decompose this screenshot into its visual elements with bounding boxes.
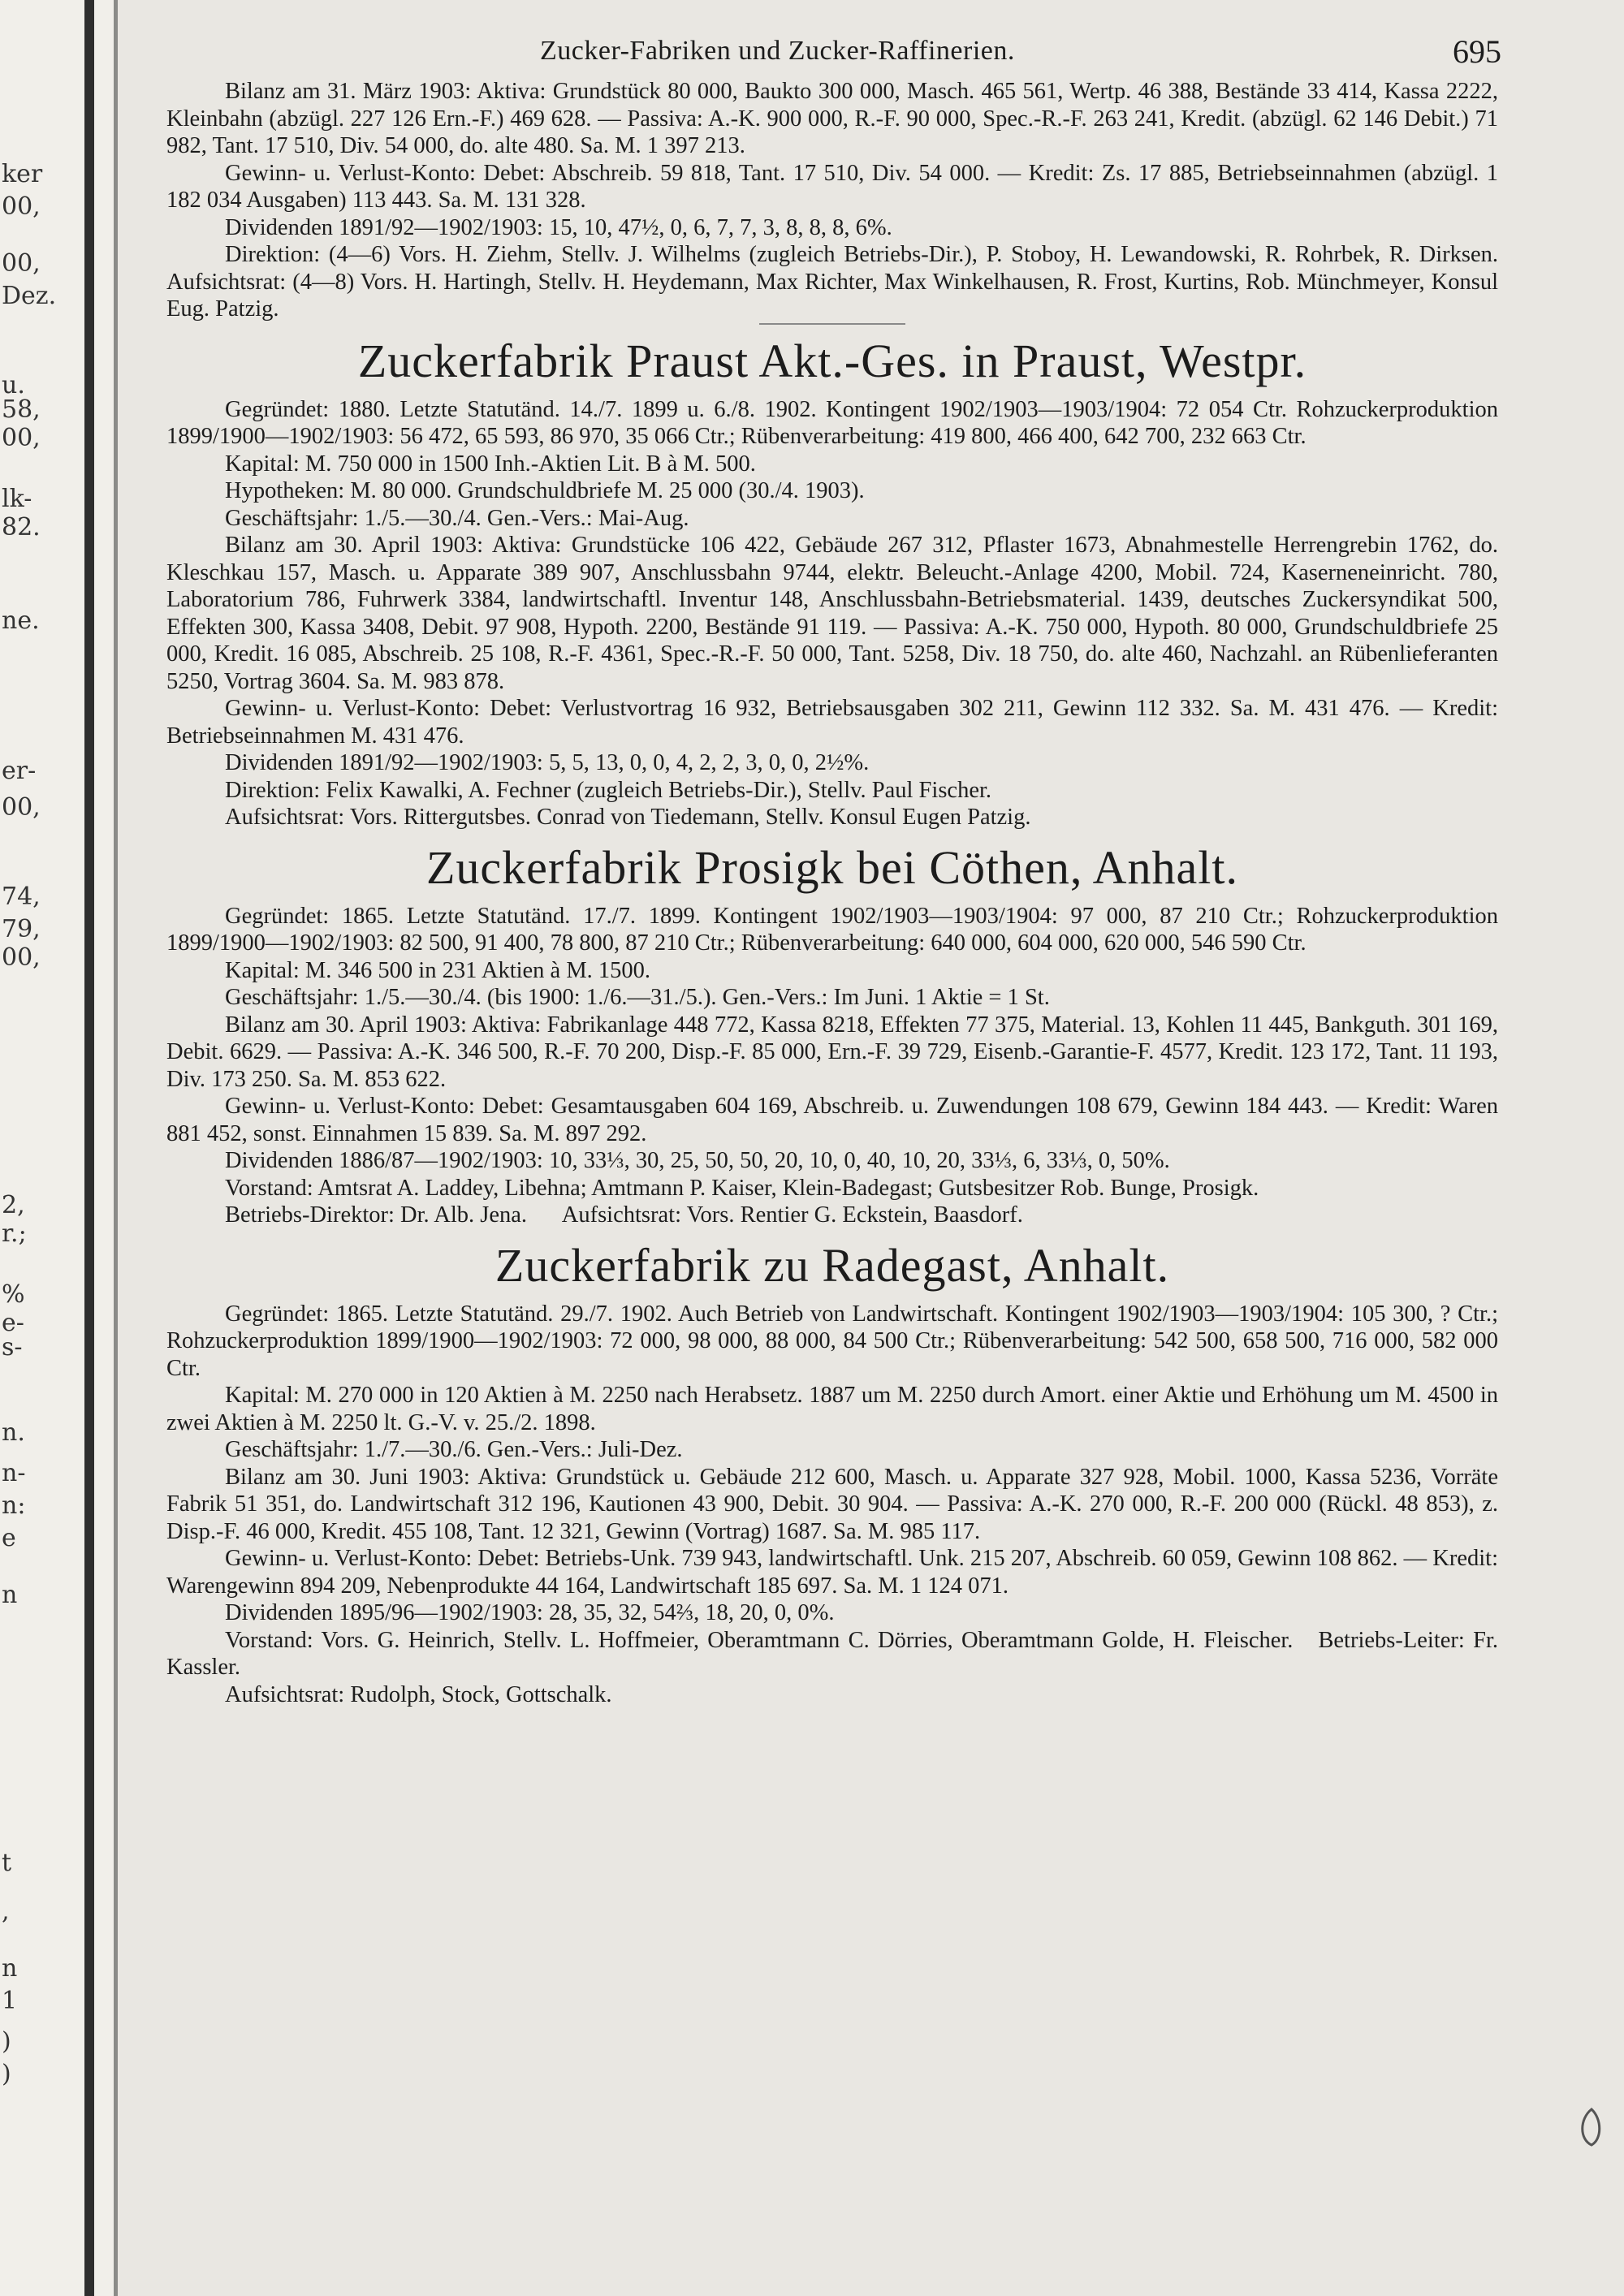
founded: Gegründet: 1880. Letzte Statutänd. 14./7. 1899 u. 6./8. 1902. Kontingent 1902/1903—1903/1904: 72 054 Ctr. Rohzuckerproduktion 1899/1900—1902/1903: 56 472, 65 593, 86 970, 35 066 Ctr.; Rübenverarbeitung: 419 800, 466 400, 642 700, 232 663 Ctr. bbox=[166, 396, 1498, 449]
company-title: Zuckerfabrik zu Radegast, Anhalt. bbox=[495, 1238, 1170, 1292]
left-margin-gutter bbox=[0, 0, 118, 2296]
capital: Kapital: M. 346 500 in 231 Aktien à M. 1500. bbox=[225, 957, 651, 983]
operating-director: Betriebs-Direktor: Dr. Alb. Jena. bbox=[225, 1202, 528, 1228]
margin-bleed-fragment: 82. bbox=[2, 513, 41, 542]
margin-bleed-fragment: 00, bbox=[2, 192, 41, 221]
board-and-manager bbox=[166, 1627, 1498, 1681]
page-number: 695 bbox=[1453, 33, 1501, 70]
profit-loss: Gewinn- u. Verlust-Konto: Debet: Gesamtausgaben 604 169, Abschreib. u. Zuwendungen 108 679, Gewinn 184 443. — Kredit: Waren 881 452, sonst. Einnahmen 15 839. Sa. M. 897 292. bbox=[166, 1094, 1498, 1146]
margin-bleed-fragment: n bbox=[2, 1954, 18, 1983]
margin-bleed-fragment: n- bbox=[2, 1459, 26, 1487]
header-title: Zucker-Fabriken und Zucker-Raffinerien. bbox=[540, 36, 1015, 66]
profit-loss: Gewinn- u. Verlust-Konto: Debet: Abschreib. 59 818, Tant. 17 510, Div. 54 000. — Kredit: Zs. 17 885, Betriebseinnahmen (abzügl. 1 182 034 Ausgaben) 113 443. Sa. M. 131 328. bbox=[166, 160, 1498, 213]
founded: Gegründet: 1865. Letzte Statutänd. 29./7. 1902. Auch Betrieb von Landwirtschaft. Kontingent 1902/1903—1903/1904: 105 300, ? Ctr.; Rohzuckerproduktion 1899/1900—1902/1903: 72 000, 98 000, 88 000, 84 500 Ctr.; Rübenverarbeitung: 542 500, 658 500, 716 000, 582 000 Ctr. bbox=[166, 1301, 1498, 1381]
section-divider bbox=[759, 323, 905, 325]
margin-bleed-fragment: ker bbox=[2, 160, 43, 188]
entry-previous-company bbox=[166, 78, 1498, 323]
margin-bleed-fragment: ) bbox=[2, 2060, 11, 2088]
dividends: Dividenden 1895/96—1902/1903: 28, 35, 32, 54⅔, 18, 20, 0, 0%. bbox=[225, 1600, 835, 1625]
management: Direktion: (4—6) Vors. H. Ziehm, Stellv. J. Wilhelms (zugleich Betriebs-Dir.), P. Stoboy, H. Lewandowski, R. Rohrbek, R. Dirksen. Aufsichtsrat: (4—8) Vors. H. Hartingh, Stellv. H. Heydemann, Max Richter, Max Winkelhausen, R. Frost, Kurtins, Rob. Münchmeyer, Konsul Eug. Patzig. bbox=[166, 242, 1498, 322]
margin-bleed-fragment: ) bbox=[2, 2027, 11, 2056]
entry-praust bbox=[166, 333, 1498, 831]
board: Vorstand: Amtsrat A. Laddey, Libehna; Amtmann P. Kaiser, Klein-Badegast; Gutsbesitzer Rob. Bunge, Prosigk. bbox=[225, 1175, 1259, 1201]
running-header bbox=[166, 0, 1501, 78]
margin-bleed-fragment: lk- bbox=[2, 485, 32, 513]
margin-bleed-fragment: 79, bbox=[2, 915, 41, 943]
margin-bleed-fragment: ne. bbox=[2, 606, 40, 635]
balance-sheet: Bilanz am 30. Juni 1903: Aktiva: Grundstück u. Gebäude 212 600, Masch. u. Apparate 327 928, Mobil. 1000, Kassa 5236, Vorräte Fabrik 51 351, do. Landwirtschaft 312 196, Kautionen 43 900, Debit. 30 904. — Passiva: A.-K. 270 000, R.-F. 200 000 (Rückl. 48 853), z. Disp.-F. 46 000, Kredit. 455 108, Tant. 12 321, Gewinn (Vortrag) 1687. Sa. M. 985 117. bbox=[166, 1464, 1498, 1544]
dividends: Dividenden 1886/87—1902/1903: 10, 33⅓, 30, 25, 50, 50, 20, 10, 0, 40, 10, 20, 33⅓, 6, 33⅓, 0, 50%. bbox=[225, 1148, 1170, 1173]
corner-scan-artifact bbox=[1571, 2103, 1612, 2151]
margin-bleed-fragment: 74, bbox=[2, 883, 41, 911]
margin-bleed-fragment: e bbox=[2, 1524, 16, 1552]
margin-bleed-fragment: u. bbox=[2, 371, 25, 399]
margin-bleed-fragment: e- bbox=[2, 1309, 24, 1337]
operating-manager: Betriebs-Leiter: Fr. Kassler. bbox=[166, 1627, 1499, 1680]
page-edge bbox=[114, 0, 118, 2296]
margin-bleed-fragment: n bbox=[2, 1581, 18, 1609]
margin-bleed-fragment: 00, bbox=[2, 424, 41, 452]
margin-bleed-fragment: Dez. bbox=[2, 282, 57, 310]
fiscal-year: Geschäftsjahr: 1./5.—30./4. (bis 1900: 1./6.—31./5.). Gen.-Vers.: Im Juni. 1 Aktie = 1 St. bbox=[225, 985, 1050, 1010]
margin-bleed-fragment: er- bbox=[2, 757, 37, 785]
document-page bbox=[166, 0, 1501, 1708]
company-title: Zuckerfabrik Prosigk bei Cöthen, Anhalt. bbox=[425, 840, 1239, 894]
supervisory-board: Aufsichtsrat: Rudolph, Stock, Gottschalk. bbox=[225, 1681, 612, 1707]
margin-bleed-fragment: n: bbox=[2, 1491, 26, 1520]
capital: Kapital: M. 750 000 in 1500 Inh.-Aktien Lit. B à M. 500. bbox=[225, 451, 756, 477]
mortgages: Hypotheken: M. 80 000. Grundschuldbriefe M. 25 000 (30./4. 1903). bbox=[225, 478, 865, 503]
capital: Kapital: M. 270 000 in 120 Aktien à M. 2250 nach Herabsetz. 1887 um M. 2250 durch Amort. einer Aktie und Erhöhung um M. 4500 in zwei Aktien à M. 2250 lt. G.-V. v. 25./2. 1898. bbox=[166, 1383, 1498, 1435]
balance-sheet: Bilanz am 30. April 1903: Aktiva: Grundstücke 106 422, Gebäude 267 312, Pflaster 1673, Abnahmestelle Herrengrebin 1762, do. Kleschkau 157, Masch. u. Apparate 389 907, Anschlussbahn 9744, elektr. Beleucht.-Anlage 4200, Mobil. 724, Kaserneneinricht. 780, Laboratorium 786, Fuhrwerk 3384, landwirtschaftl. Inventur 148, Anschlussbahn-Betriebsmaterial. 1439, deutsches Zuckersyndikat 500, Effekten 300, Kassa 3408, Debit. 97 908, Hypoth. 2200, Bestände 91 119. — Passiva: A.-K. 750 000, Hypoth. 80 000, Grundschuldbriefe 25 000, Kredit. 16 085, Abschreib. 25 108, R.-F. 4361, Spec.-R.-F. 50 000, Tant. 5258, Div. 18 750, do. alte 460, Nachzahl. an Rübenlieferanten 5250, Vortrag 3604. Sa. M. 983 878. bbox=[166, 533, 1498, 694]
fiscal-year: Geschäftsjahr: 1./7.—30./6. Gen.-Vers.: Juli-Dez. bbox=[225, 1437, 683, 1462]
margin-bleed-fragment: 00, bbox=[2, 943, 41, 972]
dividends: Dividenden 1891/92—1902/1903: 15, 10, 47½, 0, 6, 7, 7, 3, 8, 8, 8, 6%. bbox=[225, 214, 892, 240]
entry-prosigk bbox=[166, 839, 1498, 1229]
margin-bleed-fragment: , bbox=[2, 1897, 10, 1926]
binding-shadow bbox=[84, 0, 94, 2296]
management: Direktion: Felix Kawalki, A. Fechner (zugleich Betriebs-Dir.), Stellv. Paul Fischer. bbox=[225, 777, 992, 803]
supervisory-board: Aufsichtsrat: Vors. Rittergutsbes. Conrad von Tiedemann, Stellv. Konsul Eugen Patzig. bbox=[225, 805, 1031, 830]
margin-bleed-fragment: n. bbox=[2, 1418, 25, 1447]
balance-sheet: Bilanz am 31. März 1903: Aktiva: Grundstück 80 000, Baukto 300 000, Masch. 465 561, Wertp. 46 388, Bestände 33 414, Kassa 2222, Kleinbahn (abzügl. 227 126 Ern.-F.) 469 628. — Passiva: A.-K. 900 000, R.-F. 90 000, Spec.-R.-F. 263 241, Kredit. (abzügl. 62 146 Debit.) 71 982, Tant. 17 510, Div. 54 000, do. alte 480. Sa. M. 1 397 213. bbox=[166, 79, 1498, 158]
dividends: Dividenden 1891/92—1902/1903: 5, 5, 13, 0, 0, 4, 2, 2, 3, 0, 0, 2½%. bbox=[225, 750, 870, 775]
profit-loss: Gewinn- u. Verlust-Konto: Debet: Verlustvortrag 16 932, Betriebsausgaben 302 211, Gewinn 112 332. Sa. M. 431 476. — Kredit: Betriebseinnahmen M. 431 476. bbox=[166, 696, 1498, 749]
margin-bleed-fragment: r.; bbox=[2, 1219, 27, 1248]
profit-loss: Gewinn- u. Verlust-Konto: Debet: Betriebs-Unk. 739 943, landwirtschaftl. Unk. 215 207, Abschreib. 60 059, Gewinn 108 862. — Kredit: Warengewinn 894 209, Nebenprodukte 44 164, Landwirtschaft 185 697. Sa. M. 1 124 071. bbox=[166, 1546, 1498, 1599]
entry-radegast bbox=[166, 1237, 1498, 1709]
board: Vorstand: Vors. G. Heinrich, Stellv. L. Hoffmeier, Oberamtmann C. Dörries, Oberamtmann Golde, H. Fleischer. bbox=[225, 1627, 1294, 1653]
margin-bleed-fragment: 58, bbox=[2, 395, 41, 424]
balance-sheet: Bilanz am 30. April 1903: Aktiva: Fabrikanlage 448 772, Kassa 8218, Effekten 77 375, Material. 13, Kohlen 11 445, Bankguth. 301 169, Debit. 6629. — Passiva: A.-K. 346 500, R.-F. 70 200, Disp.-F. 85 000, Ern.-F. 39 729, Eisenb.-Garantie-F. 4577, Kredit. 123 172, Tant. 11 193, Div. 173 250. Sa. M. 853 622. bbox=[166, 1012, 1498, 1092]
margin-bleed-fragment: 2, bbox=[2, 1191, 25, 1219]
margin-bleed-fragment: 00, bbox=[2, 249, 41, 278]
margin-bleed-fragment: s- bbox=[2, 1333, 23, 1362]
company-title: Zuckerfabrik Praust Akt.-Ges. in Praust, Westpr. bbox=[357, 334, 1307, 387]
director-and-board bbox=[166, 1202, 1498, 1229]
margin-bleed-fragment: t bbox=[2, 1849, 12, 1877]
supervisory-board: Aufsichtsrat: Vors. Rentier G. Eckstein, Baasdorf. bbox=[561, 1202, 1023, 1228]
margin-bleed-fragment: 1 bbox=[2, 1987, 18, 2015]
founded: Gegründet: 1865. Letzte Statutänd. 17./7. 1899. Kontingent 1902/1903—1903/1904: 97 000, 87 210 Ctr.; Rohzuckerproduktion 1899/1900—1902/1903: 82 500, 91 400, 78 800, 87 210 Ctr.; Rübenverarbeitung: 640 000, 604 000, 620 000, 546 590 Ctr. bbox=[166, 903, 1498, 956]
margin-bleed-fragment: 00, bbox=[2, 793, 41, 822]
margin-bleed-fragment: % bbox=[2, 1280, 25, 1309]
fiscal-year: Geschäftsjahr: 1./5.—30./4. Gen.-Vers.: Mai-Aug. bbox=[225, 505, 689, 531]
